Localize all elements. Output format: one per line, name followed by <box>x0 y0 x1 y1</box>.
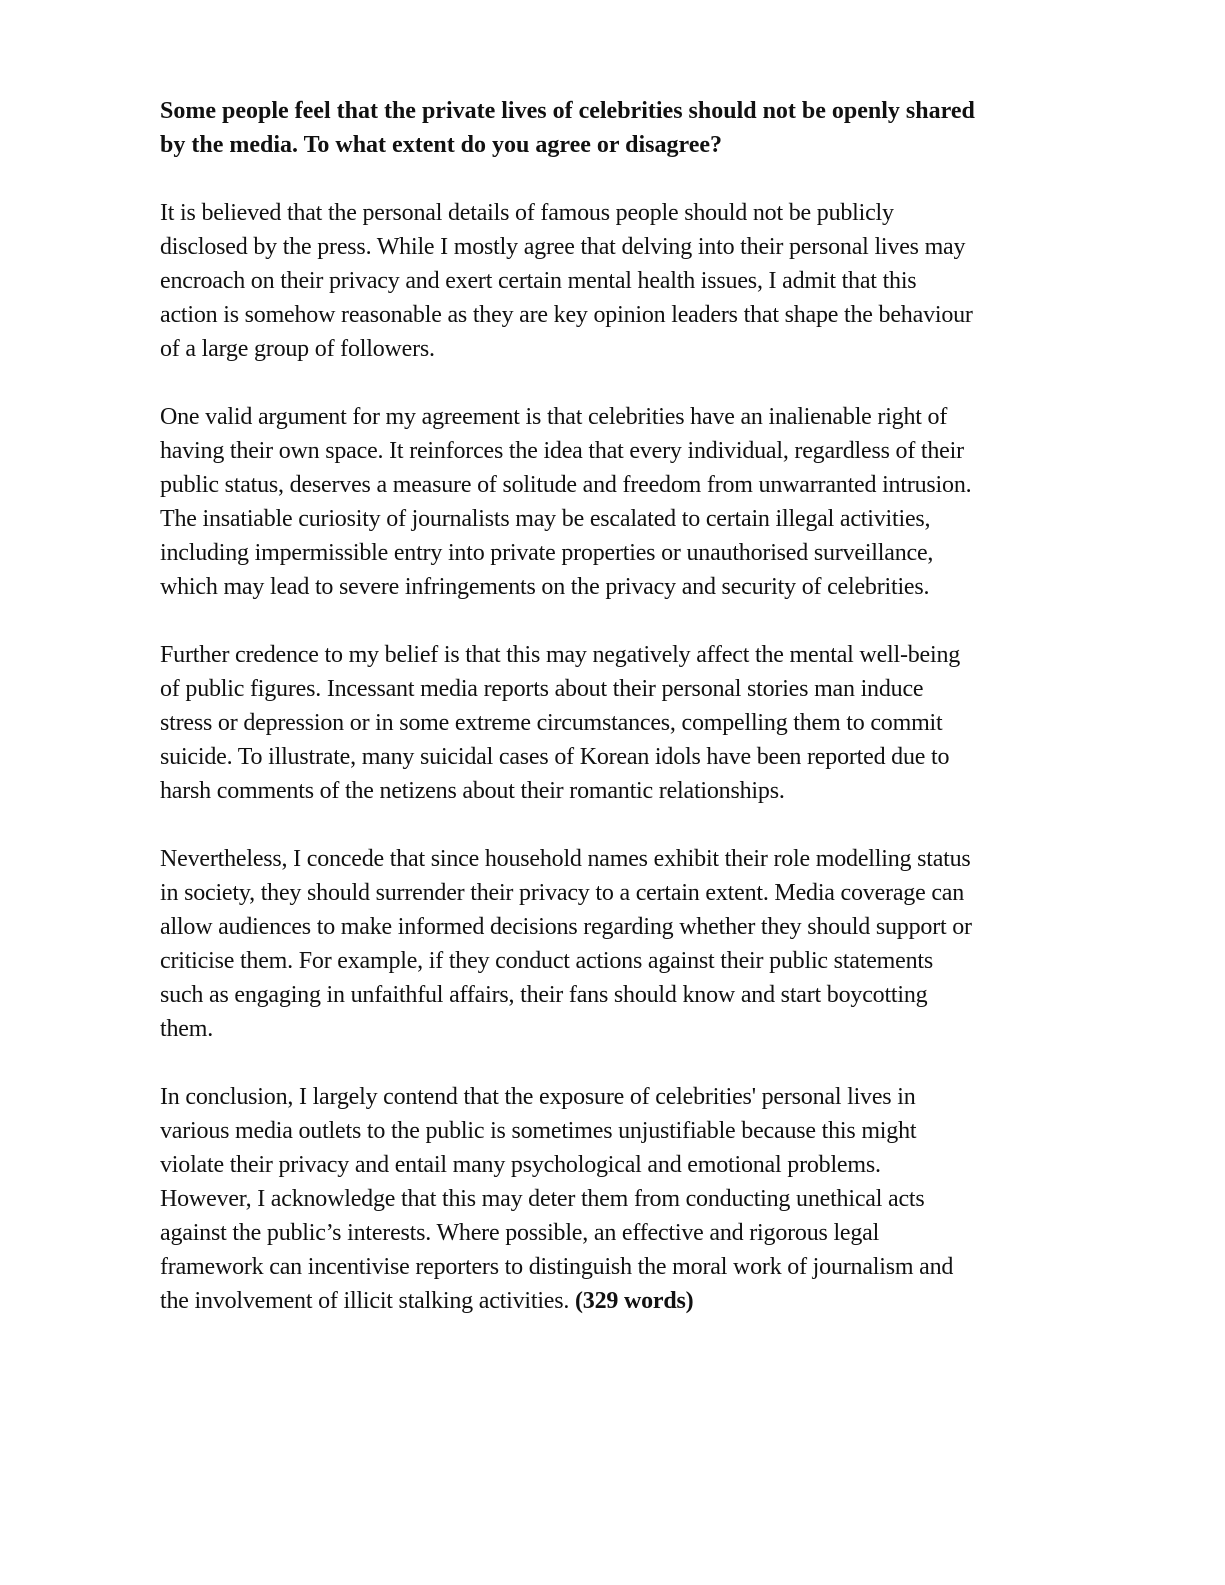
paragraph-line <box>160 298 1160 332</box>
line-text: them. <box>160 1016 213 1042</box>
paragraph-line <box>160 1182 1160 1216</box>
essay-paragraph <box>160 842 1160 1046</box>
line-text: However, I acknowledge that this may deter them from conducting unethical acts <box>160 1186 925 1212</box>
line-text: action is somehow reasonable as they are key opinion leaders that shape the behaviour <box>160 302 973 328</box>
line-text: of public figures. Incessant media reports about their personal stories man induce <box>160 676 924 702</box>
line-text: stress or depression or in some extreme circumstances, compelling them to commit <box>160 710 943 736</box>
line-text: which may lead to severe infringements on the privacy and security of celebrities. <box>160 574 930 600</box>
paragraph-line <box>160 842 1160 876</box>
line-text: Further credence to my belief is that this may negatively affect the mental well-being <box>160 642 961 668</box>
paragraph-line <box>160 1216 1160 1250</box>
paragraph-line <box>160 1012 1160 1046</box>
essay-paragraph <box>160 1080 1160 1318</box>
paragraph-line <box>160 876 1160 910</box>
line-text: disclosed by the press. While I mostly agree that delving into their personal lives may <box>160 234 966 260</box>
line-text: public status, deserves a measure of solitude and freedom from unwarranted intrusion. <box>160 472 972 498</box>
line-text: One valid argument for my agreement is that celebrities have an inalienable right of <box>160 404 948 430</box>
paragraph-line <box>160 638 1160 672</box>
paragraph-line <box>160 1114 1160 1148</box>
line-text: In conclusion, I largely contend that the exposure of celebrities' personal lives in <box>160 1084 916 1110</box>
line-text: the involvement of illicit stalking activities. <box>160 1288 575 1314</box>
essay-paragraph <box>160 196 1160 366</box>
line-text: violate their privacy and entail many psychological and emotional problems. <box>160 1152 881 1178</box>
paragraph-line <box>160 434 1160 468</box>
line-text: harsh comments of the netizens about their romantic relationships. <box>160 778 785 804</box>
essay-body <box>160 196 1160 1318</box>
line-text: against the public’s interests. Where possible, an effective and rigorous legal <box>160 1220 880 1246</box>
line-text: of a large group of followers. <box>160 336 435 362</box>
line-text: Nevertheless, I concede that since household names exhibit their role modelling status <box>160 846 971 872</box>
line-text: including impermissible entry into private properties or unauthorised surveillance, <box>160 540 934 566</box>
word-count: (329 words) <box>574 1288 694 1314</box>
paragraph-line <box>160 502 1160 536</box>
essay-paragraph <box>160 400 1160 604</box>
question-line: Some people feel that the private lives of celebrities should not be openly shared <box>160 98 975 124</box>
essay-question <box>160 94 1160 162</box>
paragraph-line <box>160 536 1160 570</box>
line-text: criticise them. For example, if they conduct actions against their public statements <box>160 948 933 974</box>
line-text: in society, they should surrender their privacy to a certain extent. Media coverage can <box>160 880 965 906</box>
line-text: The insatiable curiosity of journalists may be escalated to certain illegal activities, <box>160 506 931 532</box>
paragraph-line <box>160 944 1160 978</box>
paragraph-line <box>160 740 1160 774</box>
paragraph-line <box>160 196 1160 230</box>
line-text: having their own space. It reinforces the idea that every individual, regardless of their <box>160 438 964 464</box>
paragraph-line <box>160 400 1160 434</box>
line-text: such as engaging in unfaithful affairs, their fans should know and start boycotting <box>160 982 928 1008</box>
paragraph-line <box>160 230 1160 264</box>
paragraph-line <box>160 774 1160 808</box>
line-text: allow audiences to make informed decisions regarding whether they should support or <box>160 914 972 940</box>
line-text: suicide. To illustrate, many suicidal cases of Korean idols have been reported due to <box>160 744 950 770</box>
question-line: by the media. To what extent do you agree or disagree? <box>160 132 722 158</box>
paragraph-line <box>160 264 1160 298</box>
paragraph-line <box>160 1080 1160 1114</box>
paragraph-line <box>160 978 1160 1012</box>
line-text: It is believed that the personal details of famous people should not be publicly <box>160 200 894 226</box>
paragraph-line <box>160 332 1160 366</box>
paragraph-line <box>160 1250 1160 1284</box>
paragraph-line <box>160 1148 1160 1182</box>
paragraph-line <box>160 672 1160 706</box>
paragraph-line <box>160 468 1160 502</box>
essay-paragraph <box>160 638 1160 808</box>
paragraph-line <box>160 570 1160 604</box>
essay-page <box>160 94 1160 1352</box>
paragraph-line <box>160 910 1160 944</box>
line-text: encroach on their privacy and exert certain mental health issues, I admit that this <box>160 268 917 294</box>
paragraph-line <box>160 706 1160 740</box>
line-text: framework can incentivise reporters to distinguish the moral work of journalism and <box>160 1254 954 1280</box>
line-text: various media outlets to the public is sometimes unjustifiable because this might <box>160 1118 917 1144</box>
paragraph-line <box>160 1284 1160 1318</box>
